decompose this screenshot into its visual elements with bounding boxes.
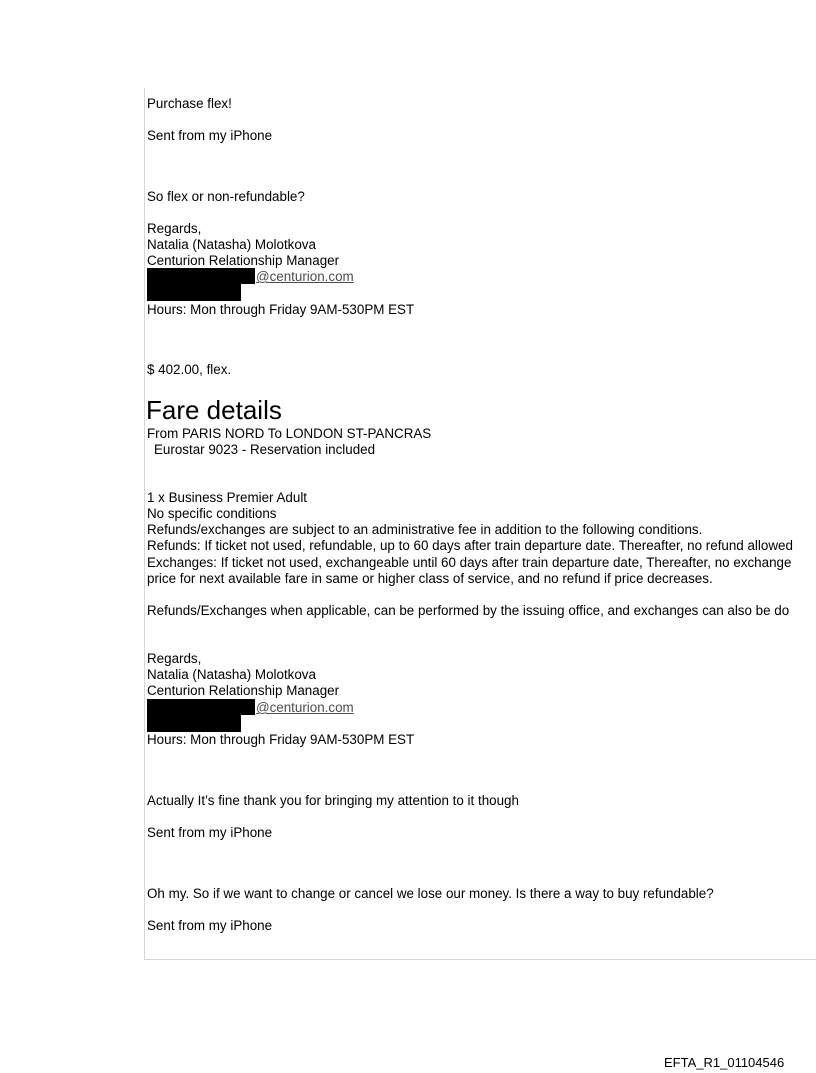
fare-train: Eurostar 9023 - Reservation included: [154, 442, 376, 457]
signature-name: Natalia (Natasha) Molotkova: [147, 667, 316, 682]
fare-exchanges-rule: Exchanges: If ticket not used, exchangeable until 60 days after train departure date, Thereafter, no exchange: [147, 555, 792, 570]
fare-issuing-note: Refunds/Exchanges when applicable, can be performed by the issuing office, and exchanges can also be do: [147, 603, 790, 618]
document-id: EFTA_R1_01104546: [664, 1055, 785, 1070]
message-signature: Sent from my iPhone: [147, 825, 273, 840]
redaction-block: [147, 699, 255, 715]
fare-fee-note: Refunds/exchanges are subject to an administrative fee in addition to the following conditions.: [147, 522, 703, 537]
message-body: Purchase flex!: [147, 96, 232, 111]
email-link[interactable]: @centurion.com: [256, 700, 354, 715]
fare-details-heading: Fare details: [146, 395, 282, 425]
signature-title: Centurion Relationship Manager: [147, 253, 340, 268]
fare-route: From PARIS NORD To LONDON ST-PANCRAS: [147, 426, 432, 441]
signature-regards: Regards,: [147, 221, 202, 236]
message-body: So flex or non-refundable?: [147, 189, 305, 204]
signature-regards: Regards,: [147, 651, 202, 666]
message-body: Oh my. So if we want to change or cancel we lose our money. Is there a way to buy refundable?: [147, 886, 714, 901]
email-link[interactable]: @centurion.com: [256, 269, 354, 284]
redaction-block: [147, 268, 255, 284]
redaction-block: [147, 284, 241, 301]
redaction-block: [147, 715, 241, 732]
price-line: $ 402.00, flex.: [147, 362, 232, 377]
message-signature: Sent from my iPhone: [147, 128, 273, 143]
fare-price-note: price for next available fare in same or higher class of service, and no refund if price decreases.: [147, 571, 713, 586]
fare-passenger: 1 x Business Premier Adult: [147, 490, 308, 505]
fare-refunds-rule: Refunds: If ticket not used, refundable, up to 60 days after train departure date. Thereafter, no refund allowed: [147, 538, 793, 553]
message-body: Actually It’s fine thank you for bringing my attention to it though: [147, 793, 519, 808]
signature-title: Centurion Relationship Manager: [147, 683, 340, 698]
message-signature: Sent from my iPhone: [147, 918, 273, 933]
fare-conditions: No specific conditions: [147, 506, 277, 521]
signature-hours: Hours: Mon through Friday 9AM-530PM EST: [147, 302, 415, 317]
signature-name: Natalia (Natasha) Molotkova: [147, 237, 316, 252]
signature-hours: Hours: Mon through Friday 9AM-530PM EST: [147, 732, 415, 747]
